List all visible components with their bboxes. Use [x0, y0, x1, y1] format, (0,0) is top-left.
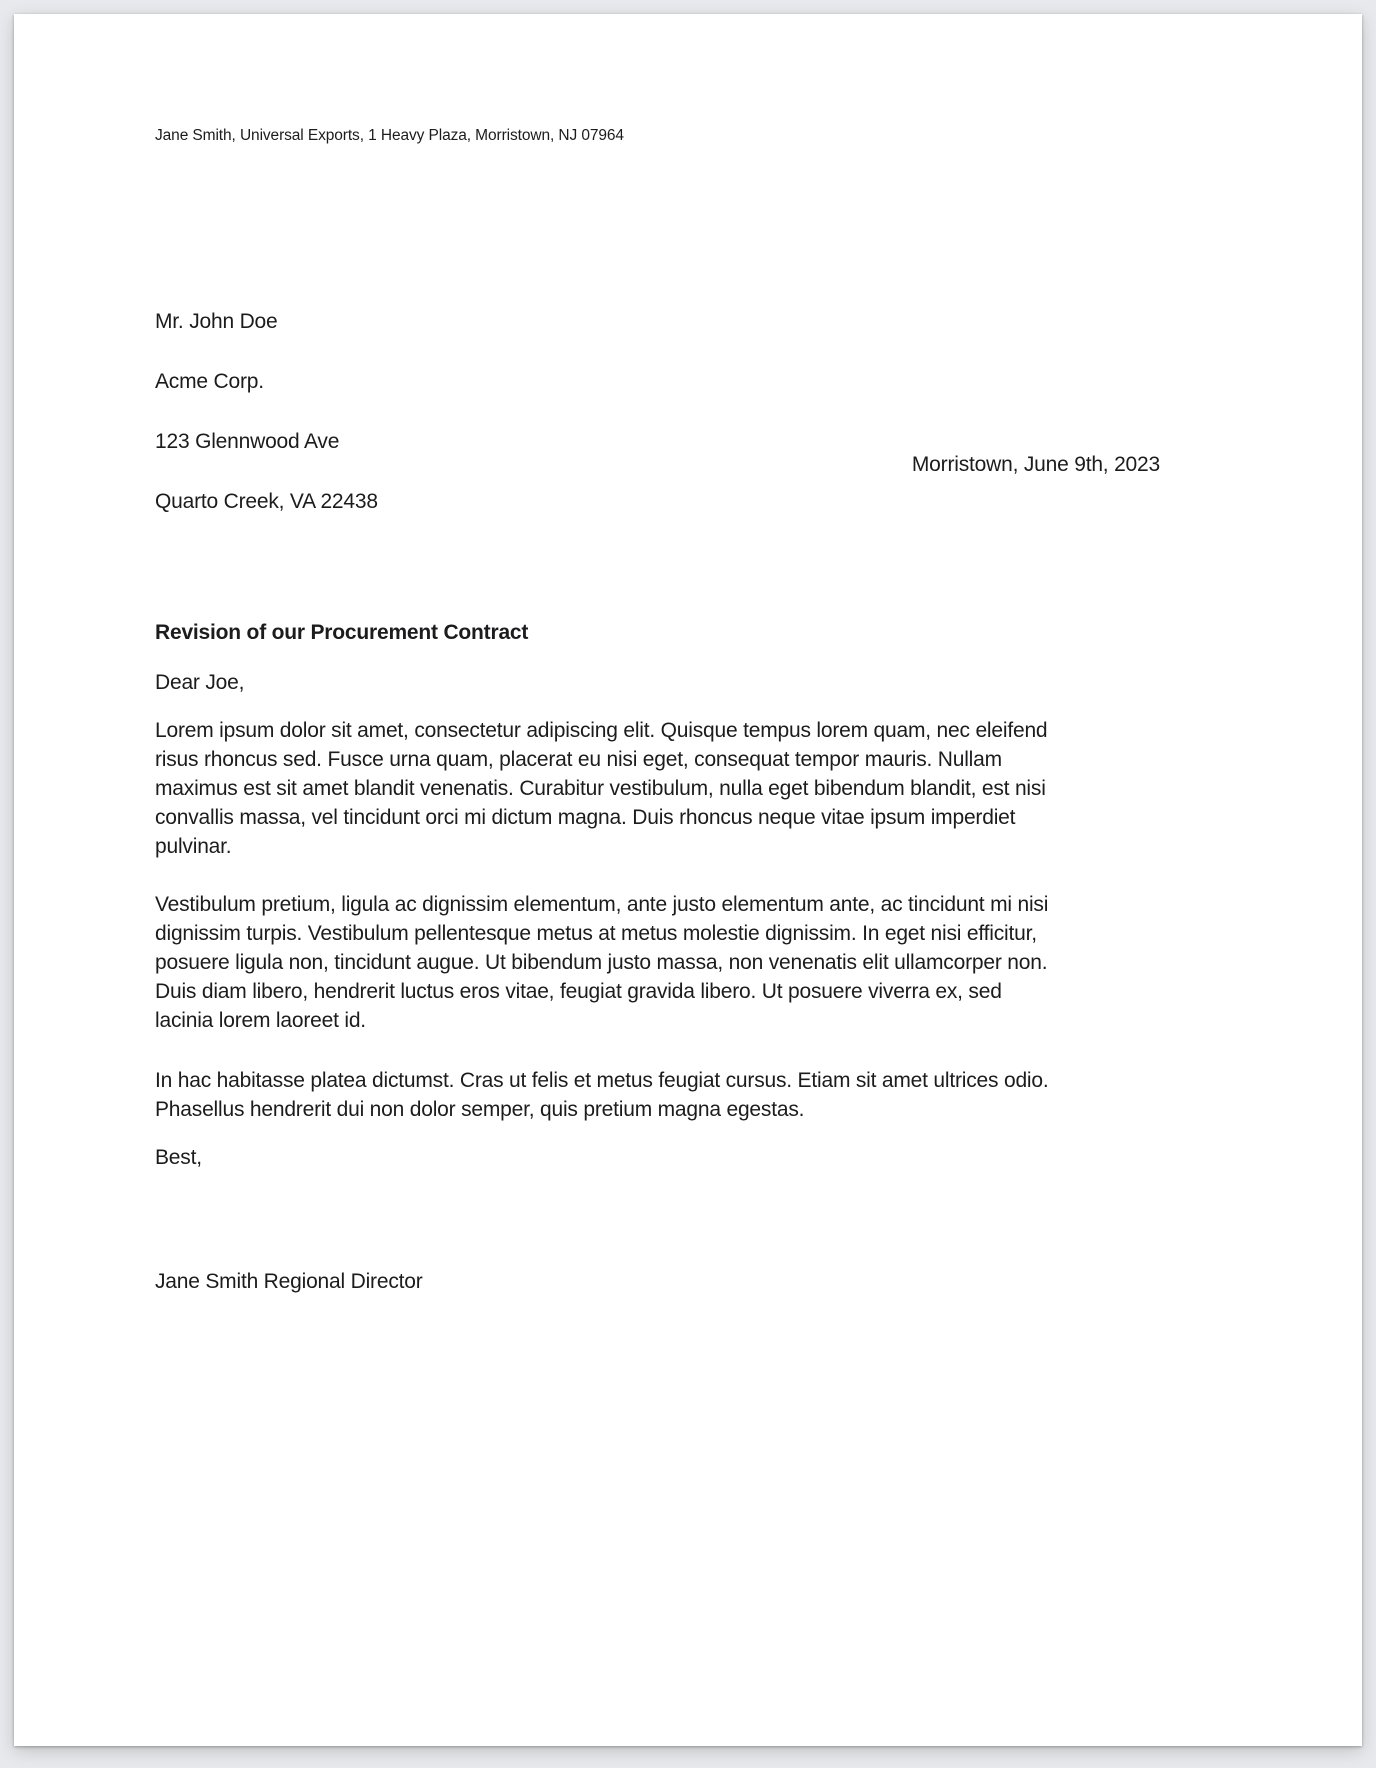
body-paragraph-1: Lorem ipsum dolor sit amet, consectetur adipiscing elit. Quisque tempus lorem quam, nec eleifend risus rhoncus sed. Fusce urna quam, placerat eu nisi eget, consequat tempor mauris. Nullam maximus est sit amet blandit venenatis. Curabitur vestibulum, nulla eget bibendum blandit, est nisi convallis massa, vel tincidunt orci mi dictum magna. Duis rhoncus neque vitae ipsum imperdiet pulvinar. [155, 719, 1048, 858]
subject-line: Revision of our Procurement Contract [155, 621, 529, 644]
recipient-city-state-zip: Quarto Creek, VA 22438 [155, 490, 378, 513]
signature-line: Jane Smith Regional Director [155, 1270, 423, 1293]
recipient-name: Mr. John Doe [155, 310, 278, 333]
body-paragraph-3: In hac habitasse platea dictumst. Cras ut felis et metus feugiat cursus. Etiam sit amet ultrices odio. Phasellus hendrerit dui non dolor semper, quis pretium magna egestas. [155, 1069, 1049, 1121]
place-and-date-line: Morristown, June 9th, 2023 [911, 453, 1160, 476]
body-paragraph-2: Vestibulum pretium, ligula ac dignissim elementum, ante justo elementum ante, ac tincidunt mi nisi dignissim turpis. Vestibulum pellentesque metus at metus molestie dignissim. In eget nisi efficitur, posuere ligula non, tincidunt augue. Ut bibendum justo massa, non venenatis elit ullamcorper non. Duis diam libero, hendrerit luctus eros vitae, feugiat gravida libero. Ut posuere viverra ex, sed lacinia lorem laoreet id. [155, 893, 1049, 1032]
letter-page [14, 14, 1362, 1746]
recipient-company: Acme Corp. [155, 370, 264, 393]
sender-return-address: Jane Smith, Universal Exports, 1 Heavy Plaza, Morristown, NJ 07964 [155, 127, 624, 144]
closing-phrase: Best, [155, 1146, 202, 1169]
recipient-address-block [155, 277, 1160, 547]
salutation: Dear Joe, [155, 671, 245, 694]
recipient-street: 123 Glennwood Ave [155, 430, 340, 453]
